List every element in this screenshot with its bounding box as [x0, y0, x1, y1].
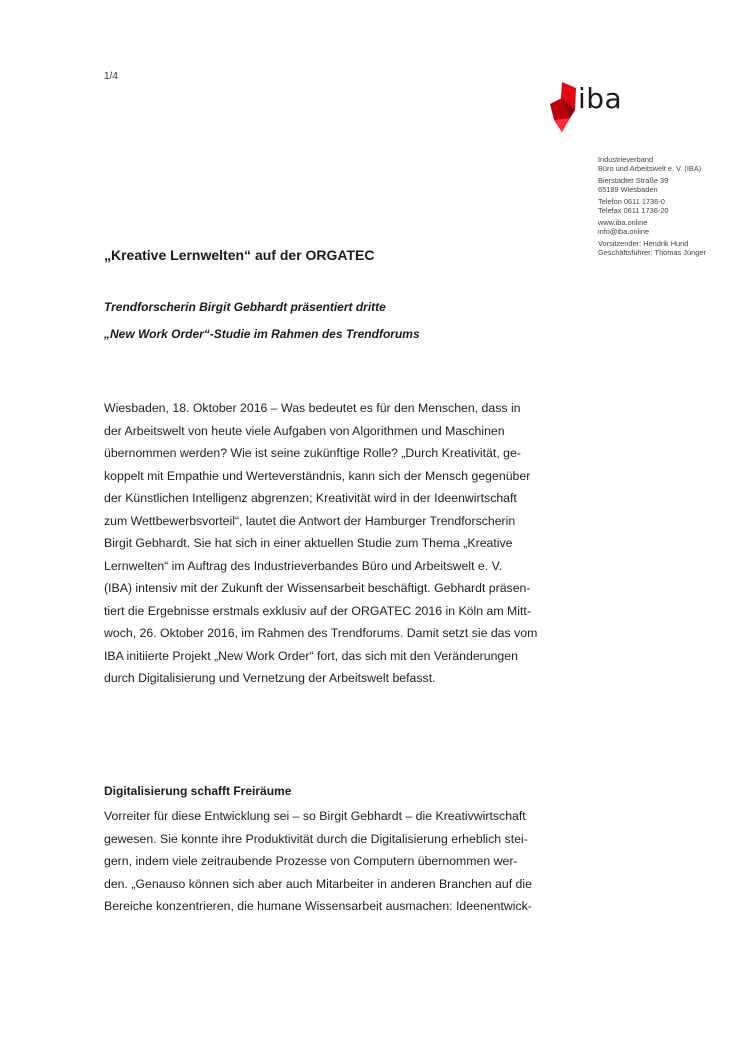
- text-line: IBA initiierte Projekt „New Work Order“ fort, das sich mit den Veränderungen: [104, 648, 518, 663]
- postal-address: [598, 176, 738, 194]
- text-line: tiert die Ergebnisse erstmals exklusiv auf der ORGATEC 2016 in Köln am Mitt-: [104, 603, 531, 618]
- text-line: der Arbeitswelt von heute viele Aufgaben von Algorithmen und Maschinen: [104, 423, 505, 438]
- address-line: Bierstadter Straße 39: [598, 176, 669, 185]
- paragraph-intro: [104, 397, 537, 690]
- address-line: 65189 Wiesbaden: [598, 185, 658, 195]
- organization-name-line: Büro und Arbeitswelt e. V. (IBA): [598, 164, 702, 174]
- fax-line: Telefax 0611 1736-20: [598, 206, 669, 216]
- phone-line: Telefon 0611 1736-0: [598, 197, 665, 206]
- document-title: „Kreative Lernwelten“ auf der ORGATEC: [104, 247, 375, 263]
- paragraph-digitalisierung: [104, 805, 532, 918]
- chairman-line: Vorsitzender: Hendrik Hund: [598, 239, 689, 248]
- text-line: zum Wettbewerbsvorteil“, lautet die Antwort der Hamburger Trendforscherin: [104, 513, 516, 528]
- text-line: durch Digitalisierung und Vernetzung der Arbeitswelt befasst.: [104, 671, 436, 685]
- organization-name-line: Industrieverband: [598, 155, 654, 164]
- text-line: Vorreiter für diese Entwicklung sei – so Birgit Gebhardt – die Kreativwirtschaft: [104, 809, 526, 823]
- subtitle-line: „New Work Order“-Studie im Rahmen des Trendforums: [104, 327, 420, 341]
- subtitle-line: Trendforscherin Birgit Gebhardt präsentiert dritte: [104, 300, 386, 314]
- text-line: Bereiche konzentrieren, die humane Wissensarbeit ausmachen: Ideenentwick-: [104, 899, 532, 913]
- management: [598, 239, 738, 257]
- organization-name: [598, 155, 738, 173]
- text-line: koppelt mit Empathie und Werteverständnis, kann sich der Mensch gegenüber: [104, 468, 531, 483]
- iba-logo-text: iba: [578, 82, 623, 115]
- text-line: den. „Genauso können sich aber auch Mitarbeiter in anderen Branchen auf die: [104, 876, 532, 891]
- text-line: der Künstlichen Intelligenz abgrenzen; Kreativität wird in der Ideenwirtschaft: [104, 491, 517, 505]
- web-contact: [598, 218, 738, 236]
- managing-director-line: Geschäftsführer: Thomas Jünger: [598, 248, 706, 258]
- phone-numbers: [598, 197, 738, 215]
- section-heading: Digitalisierung schafft Freiräume: [104, 784, 292, 798]
- text-line: Wiesbaden, 18. Oktober 2016 – Was bedeutet es für den Menschen, dass in: [104, 401, 521, 415]
- website-link[interactable]: www.iba.online: [598, 218, 648, 227]
- text-line: Birgit Gebhardt. Sie hat sich in einer aktuellen Studie zum Thema „Kreative: [104, 536, 513, 550]
- letterhead-sidebar: [598, 155, 738, 260]
- text-line: woch, 26. Oktober 2016, im Rahmen des Trendforums. Damit setzt sie das vom: [104, 626, 538, 640]
- text-line: übernommen werden? Wie ist seine zukünftige Rolle? „Durch Kreativität, ge-: [104, 446, 521, 460]
- email-link[interactable]: info@iba.online: [598, 227, 650, 237]
- document-subtitle: [104, 294, 420, 348]
- text-line: Lernwelten“ im Auftrag des Industrieverbandes Büro und Arbeitswelt e. V.: [104, 558, 503, 573]
- iba-logo-mark-icon: [548, 80, 578, 136]
- text-line: gewesen. Sie konnte ihre Produktivität durch die Digitalisierung erheblich stei-: [104, 831, 528, 846]
- iba-logo: [548, 80, 658, 136]
- text-line: gern, indem viele zeitraubende Prozesse von Computern übernommen wer-: [104, 854, 518, 868]
- page-number: 1/4: [104, 71, 118, 82]
- text-line: (IBA) intensiv mit der Zukunft der Wissensarbeit beschäftigt. Gebhardt präsen-: [104, 581, 531, 595]
